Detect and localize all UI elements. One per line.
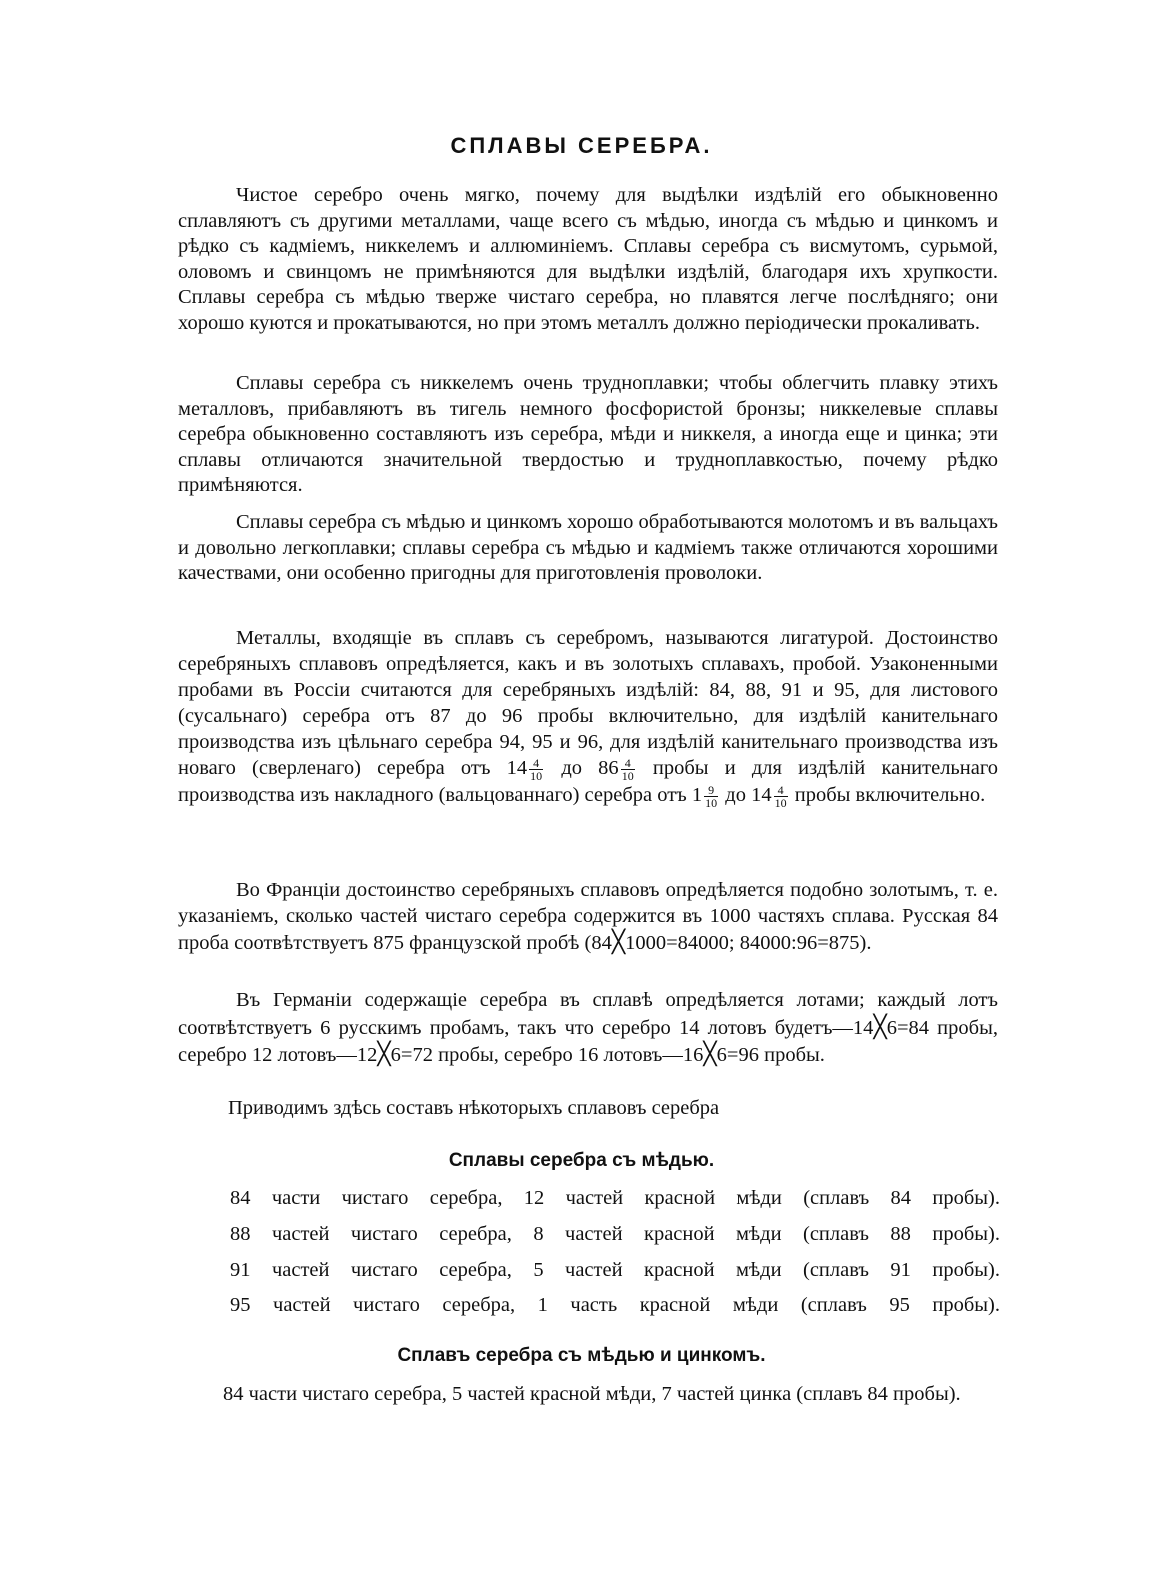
paragraph-nickel-alloys xyxy=(178,371,998,499)
alloy-line: 95 частей чистаго серебра, 1 часть красной мѣди (сплавъ 95 пробы). xyxy=(230,1294,1000,1316)
alloy-line: 91 частей чистаго серебра, 5 частей красной мѣди (сплавъ 91 пробы). xyxy=(230,1259,1000,1281)
page-title: СПЛАВЫ СЕРЕБРА. xyxy=(450,133,713,158)
paragraph-copper-zinc-alloys xyxy=(178,510,998,587)
paragraph-copper-zinc-recipe: 84 части чистаго серебра, 5 частей красной мѣди, 7 частей цинка (сплавъ 84 пробы). xyxy=(223,1383,961,1405)
section-heading-copper: Сплавы серебра съ мѣдью. xyxy=(448,1150,715,1171)
multiplication-sign: ╳ xyxy=(873,1013,887,1039)
paragraph-intro-list: Приводимъ здѣсь составъ нѣкоторыхъ сплавовъ серебра xyxy=(228,1097,720,1119)
fraction: $\frac{4}{10}$ xyxy=(621,755,634,783)
section-heading-copper-zinc: Сплавъ серебра съ мѣдью и цинкомъ. xyxy=(397,1345,766,1366)
paragraph-text: Сплавы серебра съ мѣдью и цинкомъ хорошо обработываются молотомъ и въ вальцахъ и довольно легкоплавки; сплавы серебра съ мѣдью и кадміемъ также отличаются хорошими качествами, они особенно пригодны для приготовленія проволоки. xyxy=(178,511,998,584)
paragraph-germany: Въ Германіи содержащіе серебра въ сплавѣ опредѣляется лотами; каждый лотъ соотвѣтствуетъ 6 русскимъ пробамъ, такъ что серебро 14 лотовъ будетъ—14╳6=84 пробы, серебро 12 лотовъ—12╳6=72 пробы, серебро 16 лотовъ—16╳6=96 пробы. xyxy=(178,989,998,1066)
paragraph-ligature-assays: Металлы, входящіе въ сплавъ съ серебромъ, называются лигатурой. Достоинство серебряныхъ сплавовъ опредѣляется, какъ и въ золотыхъ сплавахъ, пробой. Узаконенными пробами въ Россіи считаются для серебряныхъ издѣлій: 84, 88, 91 и 95, для листового (сусальнаго) серебра отъ 87 до 96 пробы включительно, для издѣлій канительнаго производства изъ цѣльнаго серебра 94, 95 и 96, для издѣлій канительнаго производства изъ новаго (сверленаго) серебра отъ 14 $\frac{4}{10}$ до 86 $\frac{4}{10}$ пробы и для издѣлій канительнаго производства изъ накладного (вальцованнаго) серебра отъ 1 $\frac{9}{10}$ до 14 $\frac{4}{10}$ пробы включительно. xyxy=(178,627,999,810)
paragraph-text: Чистое серебро очень мягко, почему для выдѣлки издѣлій его обыкновенно сплавляютъ съ другими металлами, чаще всего съ мѣдью, иногда съ мѣдью и цинкомъ и рѣдко съ кадміемъ, никкелемъ и аллюминіемъ. Сплавы серебра съ висмутомъ, сурьмой, оловомъ и свинцомъ не примѣняются для выдѣлки издѣлій, благодаря ихъ хрупкости. Сплавы серебра съ мѣдью тверже чистаго серебра, но плавятся легче послѣдняго; они хорошо куются и прокатываются, но при этомъ металлъ должно періодически прокаливать. xyxy=(178,184,998,334)
paragraph-text: Металлы, входящіе въ сплавъ съ серебромъ, называются лигатурой. Достоинство серебряныхъ сплавовъ опредѣляется, какъ и въ золотыхъ сплавахъ, пробой. Узаконенными пробами въ Россіи считаются для серебряныхъ издѣлій: 84, 88, 91 и 95, для листового (сусальнаго) серебра отъ 87 до 96 пробы включительно, для издѣлій канительнаго производства изъ цѣльнаго серебра 94, 95 и 96, для издѣлій канительнаго производства изъ новаго (сверленаго) серебра отъ 14 xyxy=(178,627,998,779)
paragraph-pure-silver xyxy=(178,183,998,336)
fraction: $\frac{4}{10}$ xyxy=(774,782,787,810)
multiplication-sign: ╳ xyxy=(703,1041,717,1066)
multiplication-sign: ╳ xyxy=(611,929,626,954)
alloy-line: 88 частей чистаго серебра, 8 частей красной мѣди (сплавъ 88 пробы). xyxy=(230,1223,1000,1245)
fraction: $\frac{4}{10}$ xyxy=(530,755,543,783)
paragraph-france: Во Франціи достоинство серебряныхъ сплавовъ опредѣляется подобно золотымъ, т. е. указаніемъ, сколько частей чистаго серебра содержится въ 1000 частяхъ сплава. Русская 84 проба соотвѣтствуетъ 875 французской пробѣ (84╳1000=84000; 84000:96=875). xyxy=(178,879,998,954)
paragraph-text: Сплавы серебра съ никкелемъ очень трудноплавки; чтобы облегчить плавку этихъ металловъ, прибавляютъ въ тигель немного фосфористой бронзы; никкелевые сплавы серебра обыкновенно составляютъ изъ серебра, мѣди и никкеля, а иногда еще и цинка; эти сплавы отличаются значительной твердостью и трудноплавкостью, почему рѣдко примѣняются. xyxy=(178,372,998,496)
fraction: $\frac{9}{10}$ xyxy=(705,782,718,810)
alloy-line: 84 части чистаго серебра, 12 частей красной мѣди (сплавъ 84 пробы). xyxy=(230,1187,1000,1209)
multiplication-sign: ╳ xyxy=(377,1041,391,1066)
